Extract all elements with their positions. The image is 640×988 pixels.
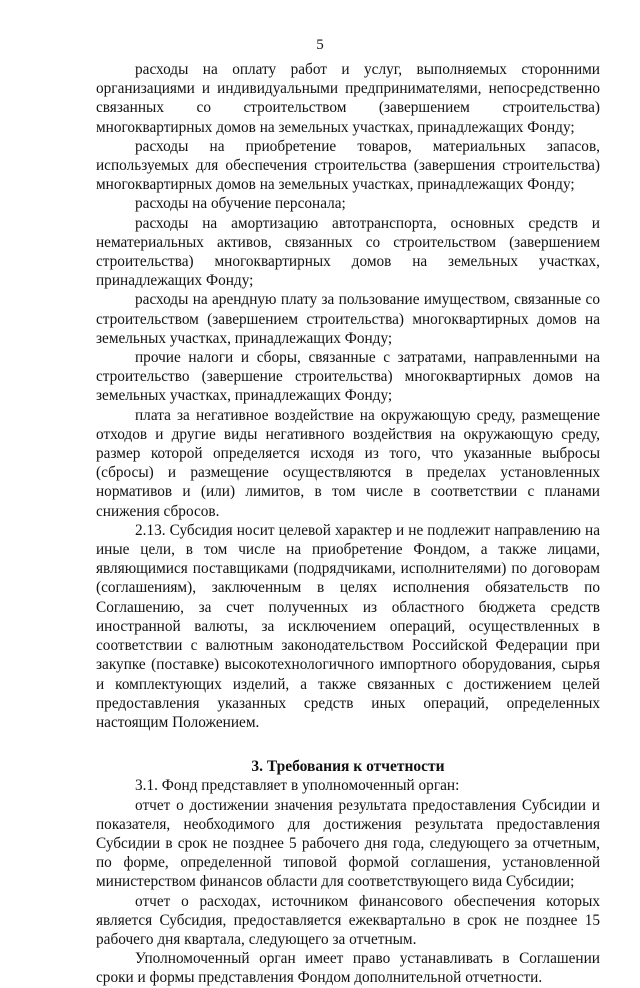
paragraph-clause-2-13: 2.13. Субсидия носит целевой характер и не подлежит направлению на иные цели, в том числе на приобретение Фондом, а также лицами, являющимися поставщиками (подрядчиками, исполнителями) по договорам (соглашениям), заключенным в целях исполнения обязательств по Соглашению, за счет полученных из областного бюджета средств иностранной валюты, за исключением операций, осуществленных в соответствии с валютным законодательством Российской Федерации при закупке (поставке) высокотехнологичного импортного оборудования, сырья и комплектующих изделий, а также связанных с достижением целей предоставления указанных средств иных операций, определенных настоящим Положением.	[96, 521, 600, 731]
paragraph-report-results: отчет о достижении значения результата предоставления Субсидии и показателя, необходимого для достижения результата предоставления Субсидии в срок не позднее 5 рабочего дня года, следующего за отчетным, по форме, определенной типовой формой соглашения, установленной министерством финансов области для соответствующего вида Субсидии;	[96, 796, 600, 891]
page-number: 5	[316, 37, 324, 53]
paragraph-expense-rent: расходы на арендную плату за пользование имуществом, связанные со строительством (завершением строительства) многоквартирных домов на земельных участках, принадлежащих Фонду;	[96, 291, 600, 347]
paragraph-expense-taxes: прочие налоги и сборы, связанные с затратами, направленными на строительство (завершение строительства) многоквартирных домов на земельных участках, принадлежащих Фонду;	[96, 349, 600, 405]
paragraph-expense-training: расходы на обучение персонала;	[135, 195, 346, 213]
paragraph-clause-3-1: 3.1. Фонд представляет в уполномоченный орган:	[135, 777, 460, 795]
paragraph-expense-environmental-fee: плата за негативное воздействие на окружающую среду, размещение отходов и другие виды негативного воздействия на окружающую среду, размер которой определяется исходя из того, что указанные выбросы (сбросы) и размещение осуществляются в пределах установленных нормативов и (или) лимитов, в том числе в соответствии с планами снижения сбросов.	[96, 406, 600, 520]
paragraph-expense-contractor-services: расходы на оплату работ и услуг, выполняемых сторонними организациями и индивидуальными предпринимателями, непосредственно связанных со строительством (завершением строительства) многоквартирных домов на земельных участках, принадлежащих Фонду;	[96, 61, 600, 136]
section-heading-reporting: 3. Требования к отчетности	[251, 758, 445, 776]
paragraph-report-expenses: отчет о расходах, источником финансового обеспечения которых является Субсидия, предоставляется ежеквартально в срок не позднее 15 рабочего дня квартала, следующего за отчетным.	[96, 892, 600, 948]
paragraph-expense-materials: расходы на приобретение товаров, материальных запасов, используемых для обеспечения строительства (завершения строительства) многоквартирных домов на земельных участках, принадлежащих Фонду;	[96, 137, 600, 194]
paragraph-expense-amortization: расходы на амортизацию автотранспорта, основных средств и нематериальных активов, связанных со строительством (завершением строительства) многоквартирных домов на земельных участках, принадлежащих Фонду;	[96, 214, 600, 290]
paragraph-additional-reporting: Уполномоченный орган имеет право устанавливать в Соглашении сроки и формы представления Фондом дополнительной отчетности.	[96, 950, 600, 987]
document-body	[96, 60, 600, 988]
